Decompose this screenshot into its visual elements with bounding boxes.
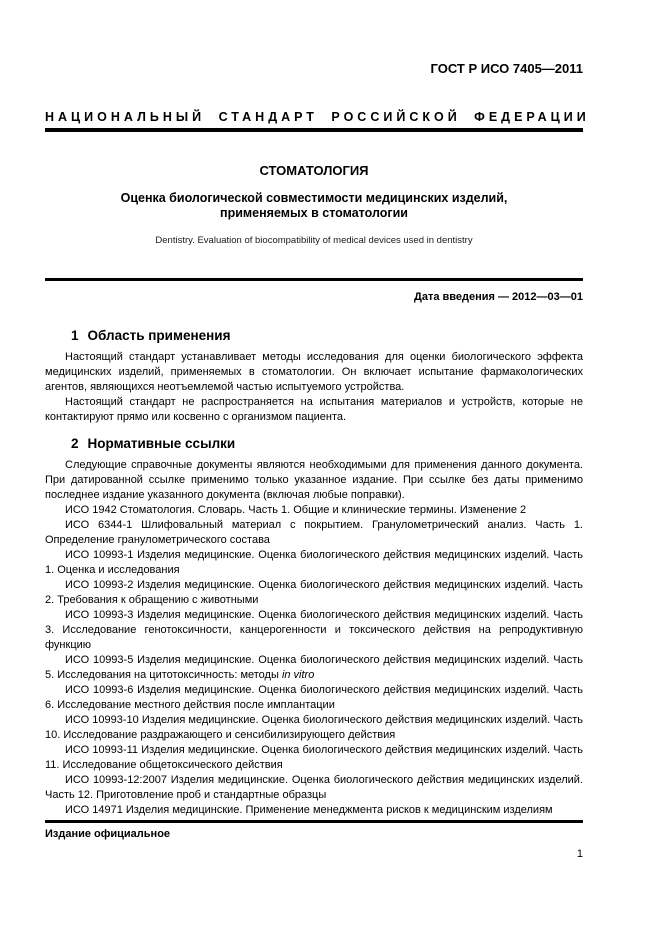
footer-divider <box>45 820 583 823</box>
reference-item <box>45 518 583 548</box>
reference-item <box>45 608 583 653</box>
document-subtitle-line-2: применяемых в стоматологии <box>220 206 408 220</box>
reference-text: ИСО 10993-2 Изделия медицинские. Оценка биологического действия медицинских изделий. Часть 2. Требования к обращению с животными <box>45 579 583 606</box>
reference-item <box>45 578 583 608</box>
reference-text: ИСО 10993-12:2007 Изделия медицинские. Оценка биологического действия медицинских изделий. Часть 12. Приготовление проб и стандартные образцы <box>45 774 583 801</box>
reference-text: ИСО 10993-10 Изделия медицинские. Оценка биологического действия медицинских изделий. Часть 10. Исследование раздражающего и сенсибилизирующего действия <box>45 714 583 741</box>
reference-text: ИСО 10993-11 Изделия медицинские. Оценка биологического действия медицинских изделий. Часть 11. Исследование общетоксического действия <box>45 744 583 771</box>
document-subtitle <box>45 191 583 221</box>
header-divider <box>45 128 583 132</box>
document-title-english: Dentistry. Evaluation of biocompatibility of medical devices used in dentistry <box>155 235 473 246</box>
reference-item <box>45 653 583 683</box>
section-1-heading <box>71 328 583 344</box>
reference-item <box>45 773 583 803</box>
reference-item <box>45 743 583 773</box>
section-1-paragraph: Настоящий стандарт не распространяется на испытания материалов и устройств, которые не контактируют прямо или косвенно с организмом пациента. <box>45 396 583 423</box>
section-1-paragraph: Настоящий стандарт устанавливает методы исследования для оценки биологического эффекта медицинских изделий, применяемых в стоматологии. Он включает испытание фармакологических агентов, являющихся неотъемлемой частью испытуемого устройства. <box>45 351 583 393</box>
effective-date: Дата введения — 2012—03—01 <box>414 291 583 303</box>
reference-text: ИСО 10993-1 Изделия медицинские. Оценка биологического действия медицинских изделий. Часть 1. Оценка и исследования <box>45 549 583 576</box>
reference-text: ИСО 10993-3 Изделия медицинские. Оценка биологического действия медицинских изделий. Часть 3. Исследование генотоксичности, канцерогенности и токсического действия на репродуктивную функцию <box>45 609 583 651</box>
reference-item <box>45 548 583 578</box>
reference-text: ИСО 14971 Изделия медицинские. Применение менеджмента рисков к медицинским изделиям <box>65 804 553 816</box>
reference-text: ИСО 10993-5 Изделия медицинские. Оценка биологического действия медицинских изделий. Часть 5. Исследования на цитотоксичность: методы <box>45 654 583 681</box>
section-2-number: 2 <box>71 436 79 451</box>
section-2-heading <box>71 436 583 452</box>
document-title: СТОМАТОЛОГИЯ <box>259 163 369 178</box>
reference-italic: in vitro <box>281 669 315 681</box>
document-code: ГОСТ Р ИСО 7405—2011 <box>430 61 583 76</box>
reference-text: ИСО 10993-6 Изделия медицинские. Оценка биологического действия медицинских изделий. Часть 6. Исследование местного действия после имплантации <box>45 684 583 711</box>
document-subtitle-line-1: Оценка биологической совместимости медицинских изделий, <box>120 191 508 205</box>
section-1-title: Область применения <box>87 328 231 343</box>
section-1-number: 1 <box>71 328 79 343</box>
reference-item <box>45 713 583 743</box>
section-2-paragraph: Следующие справочные документы являются необходимыми для применения данного документа. При датированной ссылке применимо только указанное издание. При ссылке без даты применимо последнее издание указанного документа (включая любые поправки). <box>45 459 583 501</box>
official-edition-label: Издание официальное <box>45 828 171 840</box>
reference-item <box>45 503 583 518</box>
reference-item <box>45 803 583 818</box>
title-divider <box>45 278 583 281</box>
page-footer <box>45 820 583 861</box>
reference-item <box>45 683 583 713</box>
page-number: 1 <box>576 848 583 860</box>
standard-type-banner: НАЦИОНАЛЬНЫЙ СТАНДАРТ РОССИЙСКОЙ ФЕДЕРАЦИИ <box>45 110 590 124</box>
reference-text: ИСО 6344-1 Шлифовальный материал с покрытием. Гранулометрический анализ. Часть 1. Определение гранулометрического состава <box>45 519 583 546</box>
section-2-title: Нормативные ссылки <box>87 436 236 451</box>
reference-text: ИСО 1942 Стоматология. Словарь. Часть 1. Общие и клинические термины. Изменение 2 <box>65 504 527 516</box>
